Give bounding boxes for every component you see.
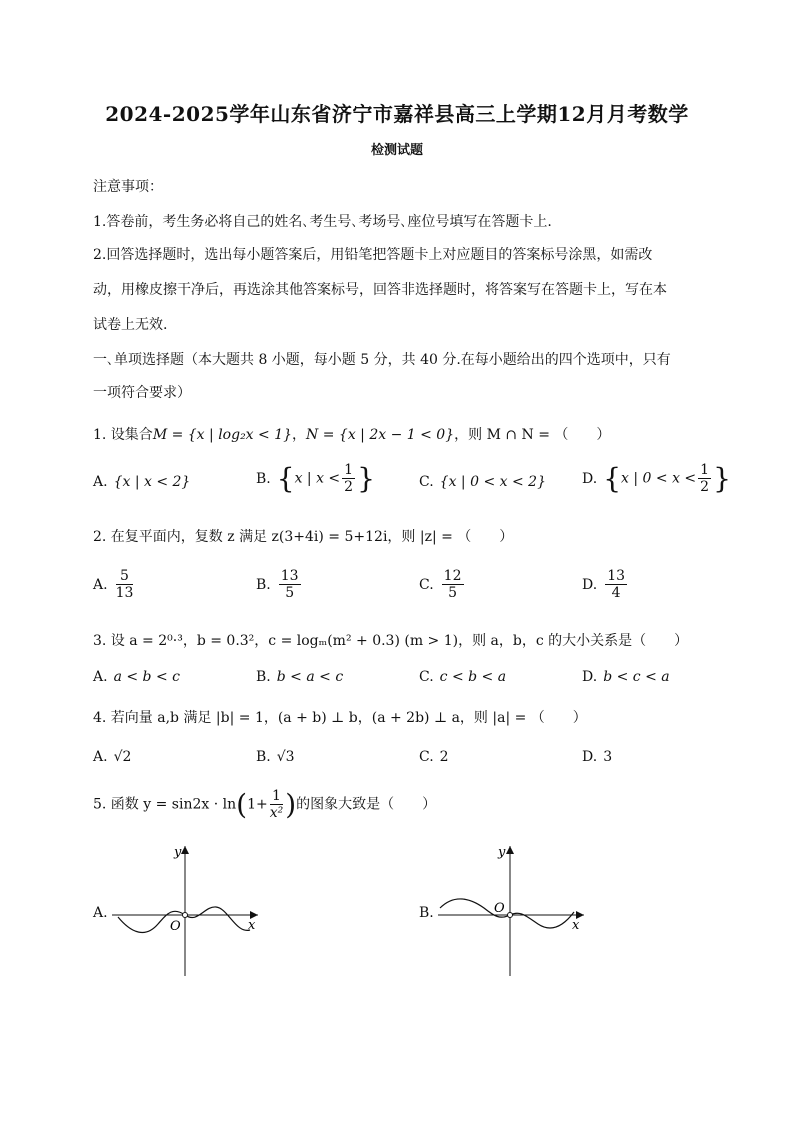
origin-hole: [508, 913, 513, 918]
q3-option-b: [256, 669, 343, 685]
option-label: B.: [256, 470, 271, 487]
q1-option-d: D. {x | 0 < x < $\frac{1}{2}$ }: [582, 462, 731, 495]
option-label: D.: [582, 470, 598, 487]
q2-option-c-num: 12: [443, 568, 462, 584]
option-label: D.: [582, 749, 598, 765]
notice-item-1: 1.答卷前，考生务必将自己的姓名､考生号､考场号､座位号填写在答题卡上.: [93, 214, 552, 230]
q4-option-c: [419, 749, 449, 765]
q4-option-d-text: 3: [603, 749, 613, 765]
q5-den: x²: [269, 805, 284, 821]
q4-option-a-text: √2: [113, 749, 132, 765]
q5-graph-b: [438, 842, 588, 978]
option-label: D.: [582, 669, 598, 685]
q1-option-d-num: 1: [700, 462, 710, 478]
q3-option-b-text: b < a < c: [276, 669, 344, 685]
section-heading-line-1: 一､单项选择题（本大题共 8 小题，每小题 5 分，共 40 分.在每小题给出的四个选项中，只有: [93, 352, 671, 368]
q4-option-b-text: √3: [276, 749, 295, 765]
q2-option-b: [256, 568, 303, 601]
question-1: [93, 424, 610, 444]
origin-label: O: [494, 901, 505, 916]
option-label: C.: [419, 669, 434, 685]
q5-paren-pre: 1+: [247, 796, 268, 813]
y-axis-label: y: [174, 845, 182, 860]
q4-option-c-text: 2: [439, 749, 449, 765]
y-axis-arrow-icon: [181, 846, 189, 854]
q1-option-b-text: x | x <: [294, 470, 341, 487]
notice-item-2-line-2: 动，用橡皮擦干净后，再选涂其他答案标号，回答非选择题时，将答案写在答题卡上，写在本: [93, 282, 667, 298]
q3-option-a-text: a < b < c: [113, 669, 180, 685]
page-subtitle: 检测试题: [370, 143, 423, 158]
notice-item-2-line-1: 2.回答选择题时，选出每小题答案后，用铅笔把答题卡上对应题目的答案标号涂黑，如需改: [93, 247, 653, 263]
q1-option-a-text: {x | x < 2}: [113, 474, 191, 490]
option-label: C.: [419, 474, 434, 490]
notice-item-2-line-3: 试卷上无效.: [93, 317, 168, 333]
q2-option-d-num: 13: [607, 568, 626, 584]
x-axis-label: x: [248, 918, 256, 933]
q4-option-b: [256, 749, 295, 765]
option-label: A.: [93, 474, 108, 490]
q2-option-c: [419, 568, 466, 601]
q5-graph-a: [112, 842, 262, 978]
option-label: B.: [256, 576, 271, 593]
q2-option-d-den: 4: [611, 585, 621, 601]
q3-option-a: [93, 669, 180, 685]
option-label: A.: [93, 576, 108, 593]
q1-prefix: 1. 设集合: [93, 427, 153, 443]
q2-option-b-den: 5: [285, 585, 295, 601]
q1-set-m: M = {x | log₂x < 1}: [152, 427, 293, 443]
q5-graph-a-label: A.: [93, 905, 108, 921]
q3-option-c-text: c < b < a: [439, 669, 507, 685]
q1-option-b-num: 1: [344, 462, 354, 478]
origin-label: O: [170, 919, 181, 934]
q2-option-a-den: 13: [115, 585, 134, 601]
q1-option-b: B. {x | x < $\frac{1}{2}$ }: [256, 462, 375, 495]
q1-option-c: [419, 474, 546, 490]
q5-pre: 5. 函数 y = sin2x · ln: [93, 796, 237, 813]
q5-num: 1: [270, 788, 284, 805]
option-label: A.: [93, 749, 108, 765]
q3-option-d: [582, 669, 670, 685]
origin-hole: [183, 913, 188, 918]
curve: [440, 899, 574, 928]
section-heading-line-2: 一项符合要求）: [93, 385, 191, 401]
question-2: 2. 在复平面内，复数 z 满足 z(3+4i) = 5+12i，则 |z| = （ ）: [93, 529, 514, 545]
page-title: 2024-2025学年山东省济宁市嘉祥县高三上学期12月月考数学: [105, 102, 689, 126]
q3-option-c: [419, 669, 506, 685]
y-axis-arrow-icon: [506, 846, 514, 854]
q4-option-d: [582, 749, 612, 765]
question-5: 5. 函数 y = sin2x · ln(1+ $\frac{1}{\text{x²}}$ )的图象大致是（ ）: [93, 788, 437, 821]
q1-option-d-text: x | 0 < x <: [621, 470, 697, 487]
q5-graph-b-label: B.: [419, 905, 434, 921]
question-3: 3. 设 a = 2⁰·³，b = 0.3²，c = logₘ(m² + 0.3) (m > 1)，则 a，b，c 的大小关系是（ ）: [93, 633, 689, 649]
q1-option-d-den: 2: [700, 479, 710, 495]
q1-set-n: N = {x | 2x − 1 < 0}: [306, 427, 455, 443]
q2-option-a-num: 5: [116, 568, 134, 585]
q5-post: 的图象大致是（ ）: [296, 796, 437, 813]
q2-option-c-den: 5: [448, 585, 458, 601]
q4-option-a: [93, 749, 131, 765]
q2-option-b-num: 13: [280, 568, 299, 584]
q1-option-a: [93, 474, 190, 490]
y-axis-label: y: [498, 845, 506, 860]
x-axis-label: x: [572, 918, 580, 933]
option-label: D.: [582, 576, 598, 593]
q3-option-d-text: b < c < a: [603, 669, 670, 685]
q1-sep: ，: [292, 427, 307, 443]
option-label: C.: [419, 749, 434, 765]
option-label: B.: [256, 749, 271, 765]
q2-option-d: [582, 568, 629, 601]
notice-heading: 注意事项：: [93, 179, 163, 195]
option-label: C.: [419, 576, 434, 593]
q1-option-c-text: {x | 0 < x < 2}: [439, 474, 546, 490]
option-label: B.: [256, 669, 271, 685]
option-label: A.: [93, 669, 108, 685]
q1-suffix: ，则 M ∩ N = （ ）: [454, 427, 611, 443]
curve: [118, 907, 250, 933]
question-4: 4. 若向量 a,b 满足 |b| = 1，(a + b) ⊥ b，(a + 2b) ⊥ a，则 |a| = （ ）: [93, 710, 587, 726]
q1-option-b-den: 2: [344, 479, 354, 495]
q2-option-a: [93, 568, 135, 601]
